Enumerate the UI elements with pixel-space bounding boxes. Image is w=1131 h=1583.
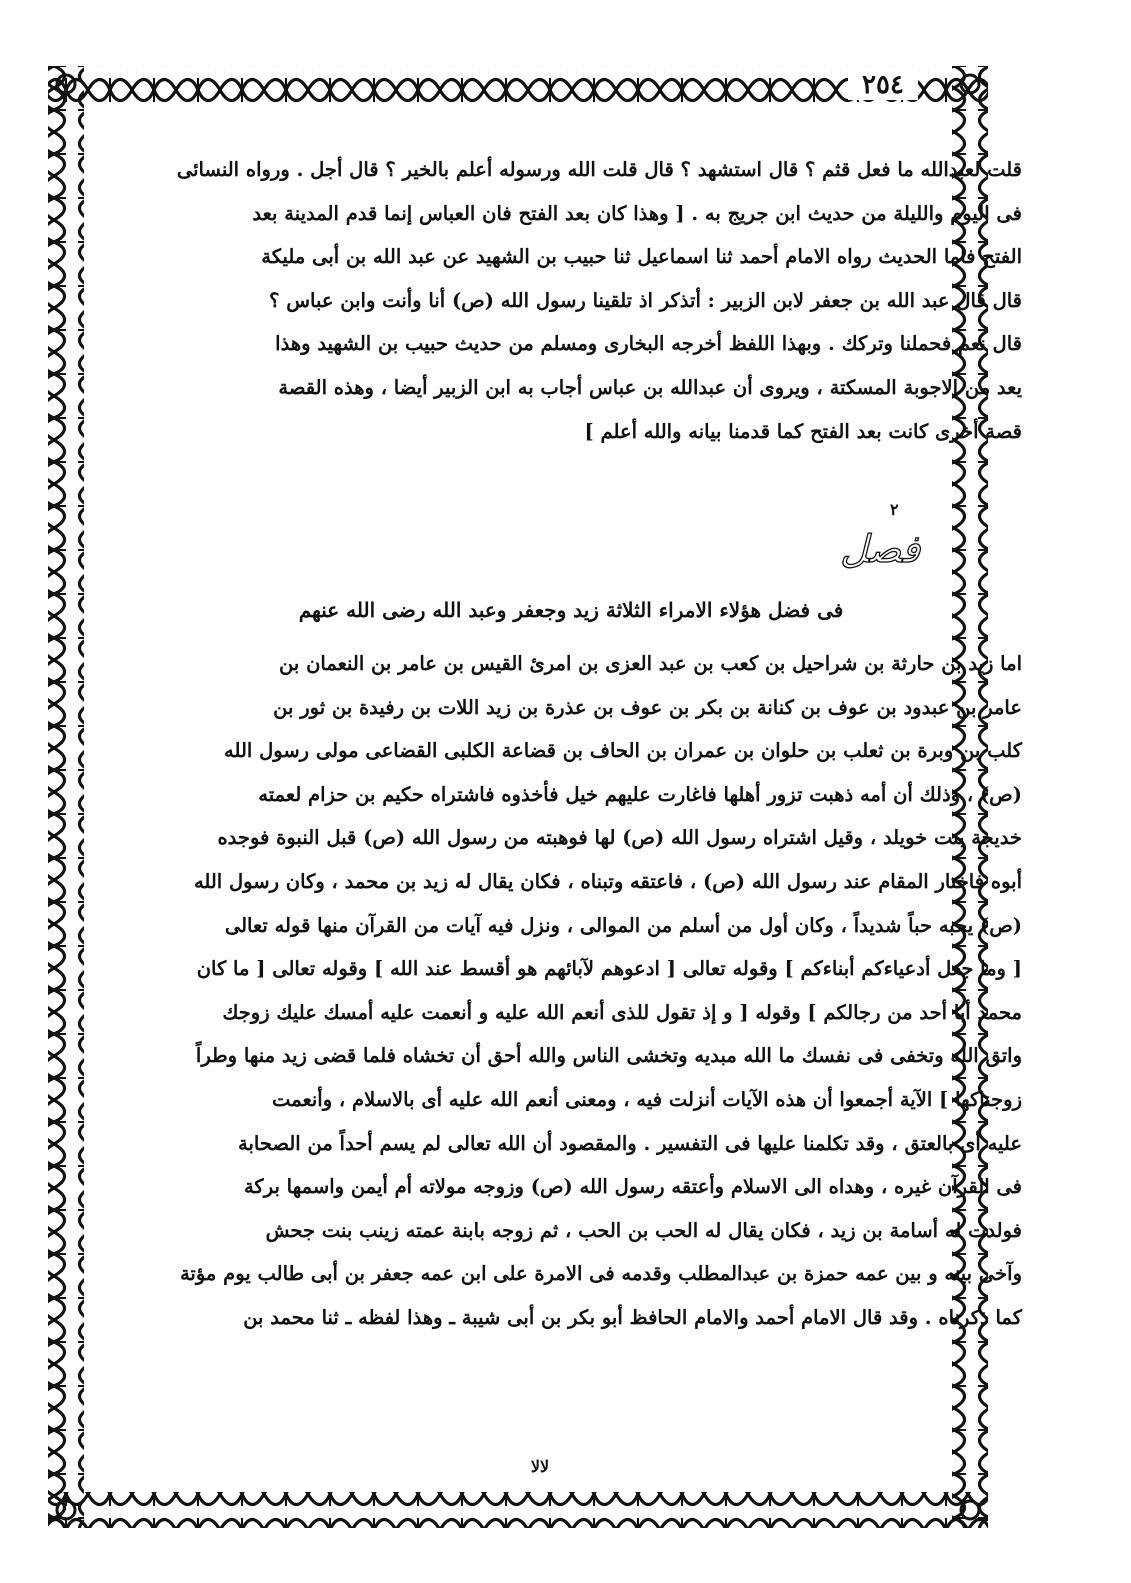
text-line: (ص) يحبه حباً شديداً ، وكان أول من أسلم من الموالى ، ونزل فيه آيات من القرآن منها قوله تعالى xyxy=(224,913,1022,937)
text-line: قصة أخرى كانت بعد الفتح كما قدمنا بيانه والله أعلم ] xyxy=(584,419,1022,443)
text-line: قلت لعبدالله ما فعل قثم ؟ قال استشهد ؟ قال قلت الله ورسوله أعلم بالخير ؟ قال أجل . ورواه النسائى xyxy=(176,158,1022,181)
text-line: يعد من الاجوبة المسكتة ، ويروى أن عبدالله بن عباس أجاب به ابن الزبير أيضا ، وهذه القصة xyxy=(278,375,1022,399)
text-line: اما زيد بن حارثة بن شراحيل بن كعب بن عبد العزى بن امرئ القيس بن عامر بن النعمان بن xyxy=(279,652,1022,675)
footnote-mark: ٢ xyxy=(890,500,899,519)
bottom-paragraph xyxy=(120,642,1022,1340)
text-line: قال نعم فحملنا وتركك . وبهذا اللفظ أخرجه البخارى ومسلم من حديث حبيب بن الشهيد وهذا xyxy=(275,332,1022,356)
text-line: كما ذكرناه . وقد قال الامام أحمد والامام الحافظ أبو بكر بن أبى شيبة ـ وهذا لفظه ـ ثنا محمد بن xyxy=(243,1305,1022,1329)
text-line: محمد أبا أحد من رجالكم ] وقوله [ و إذ تقول للذى أنعم الله عليه و أنعمت عليه أمسك عليك زوجك xyxy=(222,1000,1022,1024)
page-number: ٢٥٤ xyxy=(848,70,918,100)
text-line: قال قال عبد الله بن جعفر لابن الزبير : أتذكر اذ تلقينا رسول الله (ص) أنا وأنت وابن عباس ؟ xyxy=(269,288,1022,312)
text-line: واتق الله وتخفى فى نفسك ما الله مبديه وتخشى الناس والله أحق أن تخشاه فلما قضى زيد منها وطراً xyxy=(195,1044,1022,1068)
text-line: [ وما جعل أدعياءكم أبناءكم ] وقوله تعالى [ ادعوهم لآبائهم هو أقسط عند الله ] وقوله تعالى [ ما كان xyxy=(196,957,1022,981)
top-paragraph xyxy=(120,148,1022,453)
text-line: خديجة بنت خويلد ، وقيل اشتراه رسول الله (ص) لها فوهبته من رسول الله (ص) قبل النبوة فوجده xyxy=(217,826,1022,850)
text-line: عامر بن عبدود بن عوف بن كنانة بن بكر بن عوف بن عذرة بن زيد اللات بن رفيدة بن ثور بن xyxy=(273,695,1022,719)
text-line: أبوه فاختار المقام عند رسول الله (ص) ، فاعتقه وتبناه ، فكان يقال له زيد بن محمد ، وكان رسول الله xyxy=(193,869,1022,893)
text-line: (ص) ، وذلك أن أمه ذهبت تزور أهلها فاغارت عليهم خيل فأخذوه فاشتراه حكيم بن حزام لعمته xyxy=(258,782,1022,806)
text-line: فى القرآن غيره ، وهداه الى الاسلام وأعتقه رسول الله (ص) وزوجه مولاته أم أيمن واسمها بركة xyxy=(243,1175,1022,1199)
text-line: الفتح فاما الحديث رواه الامام أحمد ثنا اسماعيل ثنا حبيب بن الشهيد عن عبد الله بن أبى مليكة xyxy=(261,245,1022,269)
text-line: كلب بن وبرة بن ثعلب بن حلوان بن عمران بن الحاف بن قضاعة الكلبى القضاعى مولى رسول الله xyxy=(224,739,1022,763)
section-heading xyxy=(760,505,920,575)
text-line: وآخى بينه و بين عمه حمزة بن عبدالمطلب وقدمه فى الامرة على ابن عمه جعفر بن أبى طالب يوم مؤتة xyxy=(179,1262,1022,1286)
text-line: فولدت له أسامة بن زيد ، فكان يقال له الحب بن الحب ، ثم زوجه بابنة عمته زينب بنت جحش xyxy=(265,1218,1022,1242)
text-line: عليه أى بالعتق ، وقد تكلمنا عليها فى التفسير . والمقصود أن الله تعالى لم يسم أحداً من الصحابة xyxy=(238,1131,1022,1155)
section-subtitle: فى فضل هؤلاء الامراء الثلاثة زيد وجعفر وعبد الله رضى الله عنهم xyxy=(298,598,844,622)
footer-mark: لالا xyxy=(530,1457,550,1476)
section-heading-word: فصل xyxy=(840,527,920,571)
text-line: زوجناكها ] الآية أجمعوا أن هذه الآيات أنزلت فيه ، ومعنى أنعم الله عليه أى بالاسلام ، وأنعمت xyxy=(272,1087,1022,1111)
text-line: فى اليوم والليلة من حديث ابن جريج به . [ وهذا كان بعد الفتح فان العباس إنما قدم المدينة بعد xyxy=(252,201,1022,225)
